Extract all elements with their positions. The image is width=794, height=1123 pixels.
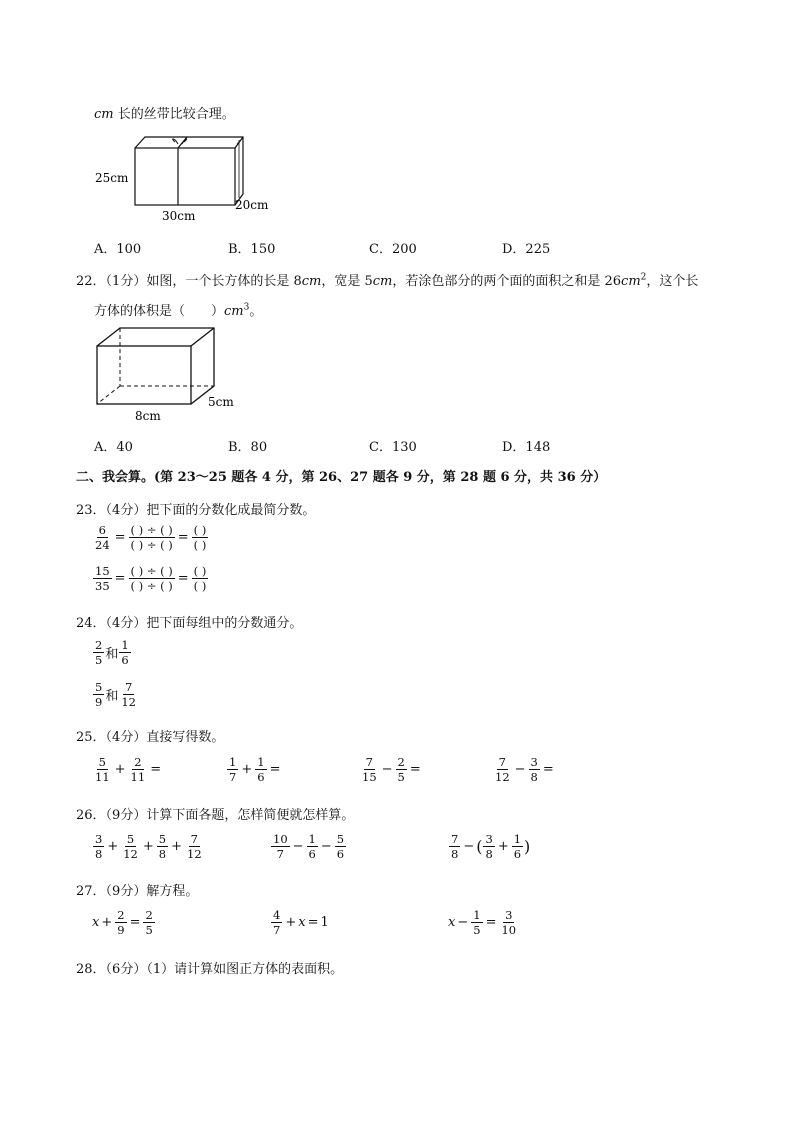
q21-option-c: C．200 [369, 242, 417, 257]
q21-box-figure [90, 128, 290, 228]
q22-option-b: B．80 [228, 440, 268, 455]
q27-equation-3: x − $\frac{1}{5}$ = $\frac{3}{10}$ [448, 908, 517, 937]
q23-text: 23．（4分）把下面的分数化成最简分数。 [76, 503, 316, 518]
q25-item-4: $\frac{7}{12}$ − $\frac{3}{8}$ = [495, 755, 554, 784]
q24-text: 24．（4分）把下面每组中的分数通分。 [76, 616, 303, 631]
q22-option-d: D．148 [502, 440, 551, 455]
q22-line1: 22．（1分）如图，一个长方体的长是 8cm，宽是 5cm，若涂色部分的两个面的面积之和是 $26cm^2$，这个长 [76, 272, 699, 289]
q26-expr-2: $\frac{10}{7}$ − $\frac{1}{6}$ − $\frac{5}{6}$ [273, 832, 345, 861]
q24-group-2: $\frac{5}{9}$ 和 $\frac{7}{12}$ [95, 680, 136, 709]
q22-score: （1分） [105, 274, 147, 289]
q27-equation-1: x + $\frac{2}{9}$ = $\frac{2}{5}$ [92, 908, 153, 937]
q22-option-c: C．130 [369, 440, 417, 455]
q26-text: 26．（9分）计算下面各题，怎样简便就怎样算。 [76, 808, 355, 823]
q21-option-d: D．225 [502, 242, 551, 257]
q23-blank-fraction: $\frac{( ) \div ( )}{( ) \div ( )}$ [130, 564, 173, 593]
q23-blank-fraction: $\frac{( ) \div ( )}{( ) \div ( )}$ [130, 523, 173, 552]
q22-label-length: 8cm [135, 409, 161, 423]
q23-fraction: $\frac{6}{24}$ [95, 523, 110, 552]
q25-item-3: $\frac{7}{15}$ − $\frac{2}{5}$ = [362, 755, 421, 784]
q21-line [94, 103, 235, 122]
q25-text: 25．（4分）直接写得数。 [76, 730, 225, 745]
q21-label-length: 30cm [162, 209, 196, 223]
q21-label-height: 25cm [95, 171, 129, 185]
q21-option-a: A．100 [94, 242, 142, 257]
q23-answer-fraction: $\frac{( )}{( )}$ [193, 523, 207, 552]
q21-label-width: 20cm [235, 198, 269, 212]
q22-label-width: 5cm [208, 395, 234, 409]
q22-number: 22． [76, 274, 106, 289]
q26-expr-1: $\frac{3}{8}$ + $\frac{5}{12}$ + $\frac{5}{8}$ + $\frac{7}{12}$ [95, 832, 202, 861]
q22-line2: 方体的体积是（ ）$cm^3$。 [94, 302, 263, 319]
q22-option-a: A．40 [94, 440, 133, 455]
q23-answer-fraction: $\frac{( )}{( )}$ [193, 564, 207, 593]
q21-unit: cm [94, 107, 114, 122]
q25-item-2: $\frac{1}{7}$ + $\frac{1}{6}$ = [229, 755, 281, 784]
q27-text: 27．（9分）解方程。 [76, 884, 199, 899]
q25-item-1: $\frac{5}{11}$ + $\frac{2}{11}$ = [95, 755, 162, 784]
q21-line-text: 长的丝带比较合理。 [117, 107, 235, 122]
q24-group-1: $\frac{2}{5}$ 和 $\frac{1}{6}$ [95, 638, 129, 667]
q23-row-2: $\frac{15}{35}$ = $\frac{( ) \div ( )}{( ) \div ( )}$ = $\frac{( )}{( )}$ [95, 564, 207, 593]
section2-title: 二、我会算。(第 23～25 题各 4 分，第 26、27 题各 9 分，第 28 题 6 分，共 36 分） [76, 470, 607, 485]
q28-text: 28．（6分）（1）请计算如图正方体的表面积。 [76, 962, 344, 977]
q27-equation-2: $\frac{4}{7}$ + x = 1 [273, 908, 329, 937]
q26-expr-3: $\frac{7}{8}$ − ( $\frac{3}{8}$ + $\frac{1}{6}$ ) [451, 832, 531, 861]
q22-cuboid-figure [90, 324, 250, 424]
q23-fraction: $\frac{15}{35}$ [95, 564, 110, 593]
q23-row-1: $\frac{6}{24}$ = $\frac{( ) \div ( )}{( ) \div ( )}$ = $\frac{( )}{( )}$ [95, 523, 207, 552]
q21-option-b: B．150 [228, 242, 276, 257]
